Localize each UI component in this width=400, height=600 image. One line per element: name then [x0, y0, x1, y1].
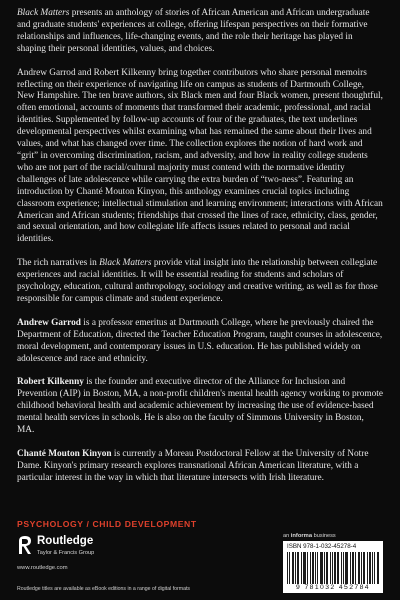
- barcode-bar: [377, 552, 378, 584]
- barcode-bar: [353, 552, 354, 584]
- barcode-bar: [374, 552, 375, 584]
- bio-name: Robert Kilkenny: [17, 377, 84, 388]
- barcode-bar: [298, 552, 299, 584]
- barcode-bar: [332, 552, 333, 584]
- barcode-bar: [345, 552, 346, 584]
- barcode-bar: [350, 552, 351, 584]
- barcode-bar: [359, 552, 360, 584]
- barcode-bar: [297, 552, 298, 584]
- isbn-label: ISBN 978-1-032-45278-4: [287, 543, 357, 550]
- bio-name: Andrew Garrod: [17, 317, 81, 328]
- barcode-bar: [321, 552, 322, 584]
- barcode-bar: [367, 552, 368, 584]
- blurb-text: presents an anthology of stories of African American and African undergraduate and graduate students' experiences at college, offering lifespan perspectives on their formative relationships and influences, life-changing events, and the role their heritage has played in shaping their personal identities, values, and choices.: [17, 8, 370, 54]
- author-bios: [17, 318, 383, 485]
- barcode-bar: [317, 552, 318, 584]
- barcode-bar: [324, 552, 325, 584]
- barcode-bar: [372, 552, 373, 584]
- barcode-bar: [369, 552, 370, 584]
- publisher-block: [17, 534, 167, 574]
- barcode-bar: [295, 552, 296, 584]
- barcode-bar: [312, 552, 313, 584]
- barcode-bar: [304, 552, 305, 584]
- barcode-bar: [337, 552, 338, 584]
- blurb-paragraph-2: Andrew Garrod and Robert Kilkenny bring together contributors who share personal memoirs reflecting on their experience of navigating life on campus as students of Dartmouth College, New Hampshire. The ten brave authors, six Black men and four Black women, present thoughtful, often emotional, accounts of moments that transformed their academic, professional, and racial identities. Supplemented by follow-up accounts of four of the graduates, the text underlines developmental perspectives whilst examining what has remained the same about their lives and values, and what has changed over time. The collection explores the notion of hard work and “grit” in overcoming discrimination, racism, and adversity, and how in reality college students who are not part of the racial/cultural majority must contend with the normative identity challenges of late adolescence while carrying the extra burden of “two-ness”. Featuring an introduction by Chanté Mouton Kinyon, this anthology examines crucial topics including classroom experience; intellectual stimulation and learning environment; interactions with African American and African students; friendships that crossed the lines of race, ethnicity, class, gender, and sexual orientation, and how collegiate life affects issues related to personal and racial identities.: [17, 67, 383, 245]
- imprint-suffix: business: [312, 533, 336, 539]
- barcode-bar: [363, 552, 364, 584]
- barcode-bar: [315, 552, 316, 584]
- publisher-group: Taylor & Francis Group: [37, 550, 95, 556]
- barcode-bar: [313, 552, 314, 584]
- barcode-bar: [347, 552, 348, 584]
- barcode-bar: [341, 552, 342, 584]
- barcode-bar: [364, 552, 365, 584]
- barcode-bar: [338, 552, 339, 584]
- barcode-bar: [307, 552, 308, 584]
- barcode-bar: [322, 552, 323, 584]
- barcode-bar: [361, 552, 362, 584]
- barcode-bar: [327, 552, 328, 584]
- subject-category: PSYCHOLOGY / CHILD DEVELOPMENT: [17, 519, 197, 529]
- blurb-text: provide vital insight into the relationship between collegiate experiences and racial identities. It will be essential reading for students and scholars of psychology, education, cultural anthropology, sociology and creative writing, as well as for those responsible for campus climate and student experience.: [17, 258, 378, 304]
- informa-imprint: [283, 533, 383, 539]
- bio-name: Chanté Mouton Kinyon: [17, 449, 112, 459]
- barcode-bar: [320, 552, 321, 584]
- barcode-bar: [334, 552, 335, 584]
- barcode-bar: [378, 552, 379, 584]
- barcode-bar: [335, 552, 336, 584]
- barcode-bar: [305, 552, 306, 584]
- bio-andrew-garrod: [17, 318, 383, 366]
- bio-chante-mouton-kinyon: [17, 449, 383, 485]
- routledge-logo-icon: [17, 535, 33, 555]
- publisher-name: Routledge: [37, 535, 94, 547]
- barcode-bar: [358, 552, 359, 584]
- barcode-bar: [289, 552, 290, 584]
- barcode-bar: [346, 552, 347, 584]
- bio-text: is currently a Moreau Postdoctoral Fellow at the University of Notre Dame. Kinyon's primary research explores transnational African American literature, with a particular interest in the way in which that literature intersects with Irish literature.: [17, 449, 369, 483]
- barcode-bar: [330, 552, 331, 584]
- blurb-paragraph-1: [17, 8, 383, 56]
- book-title: Black Matters: [99, 258, 152, 269]
- bio-text: is a professor emeritus at Dartmouth College, where he previously chaired the Department of Education, directed the Teacher Education Program, taught courses in adolescence, moral development, and contemporary issues in U.S. education. He has published widely on adolescence and race and ethnicity.: [17, 317, 383, 364]
- barcode: [287, 552, 379, 584]
- imprint-brand: informa: [290, 533, 313, 539]
- barcode-bar: [287, 552, 288, 584]
- barcode-box: [283, 541, 383, 593]
- blurb-paragraph-3: [17, 258, 383, 306]
- ean-digits: 9 781032 452784: [296, 584, 370, 591]
- bio-text: is the founder and executive director of the Alliance for Inclusion and Prevention (AIP) in Boston, MA, a non-profit children's mental health agency working to promote childhood behavioral health and academic achievement by increasing the use of evidence-based mental health services in schools. He is also on the faculty of Simmons University in Boston, MA.: [17, 377, 383, 436]
- barcode-bar: [352, 552, 353, 584]
- ebook-note: Routledge titles are available as eBook editions in a range of digital formats: [17, 586, 191, 592]
- barcode-bar: [326, 552, 327, 584]
- book-title: Black Matters: [17, 8, 70, 18]
- cover-footer: [17, 519, 383, 595]
- barcode-bar: [292, 552, 293, 584]
- publisher-url[interactable]: www.routledge.com: [17, 565, 68, 571]
- barcode-bar: [303, 552, 304, 584]
- barcode-bar: [310, 552, 311, 584]
- blurb-text: The rich narratives in: [17, 258, 100, 269]
- bio-robert-kilkenny: [17, 377, 383, 437]
- barcode-bar: [293, 552, 294, 584]
- barcode-bar: [343, 552, 344, 584]
- barcode-bar: [355, 552, 356, 584]
- barcode-bar: [301, 552, 302, 584]
- imprint-prefix: an: [283, 533, 291, 539]
- back-cover-text: [17, 8, 383, 497]
- barcode-bar: [370, 552, 371, 584]
